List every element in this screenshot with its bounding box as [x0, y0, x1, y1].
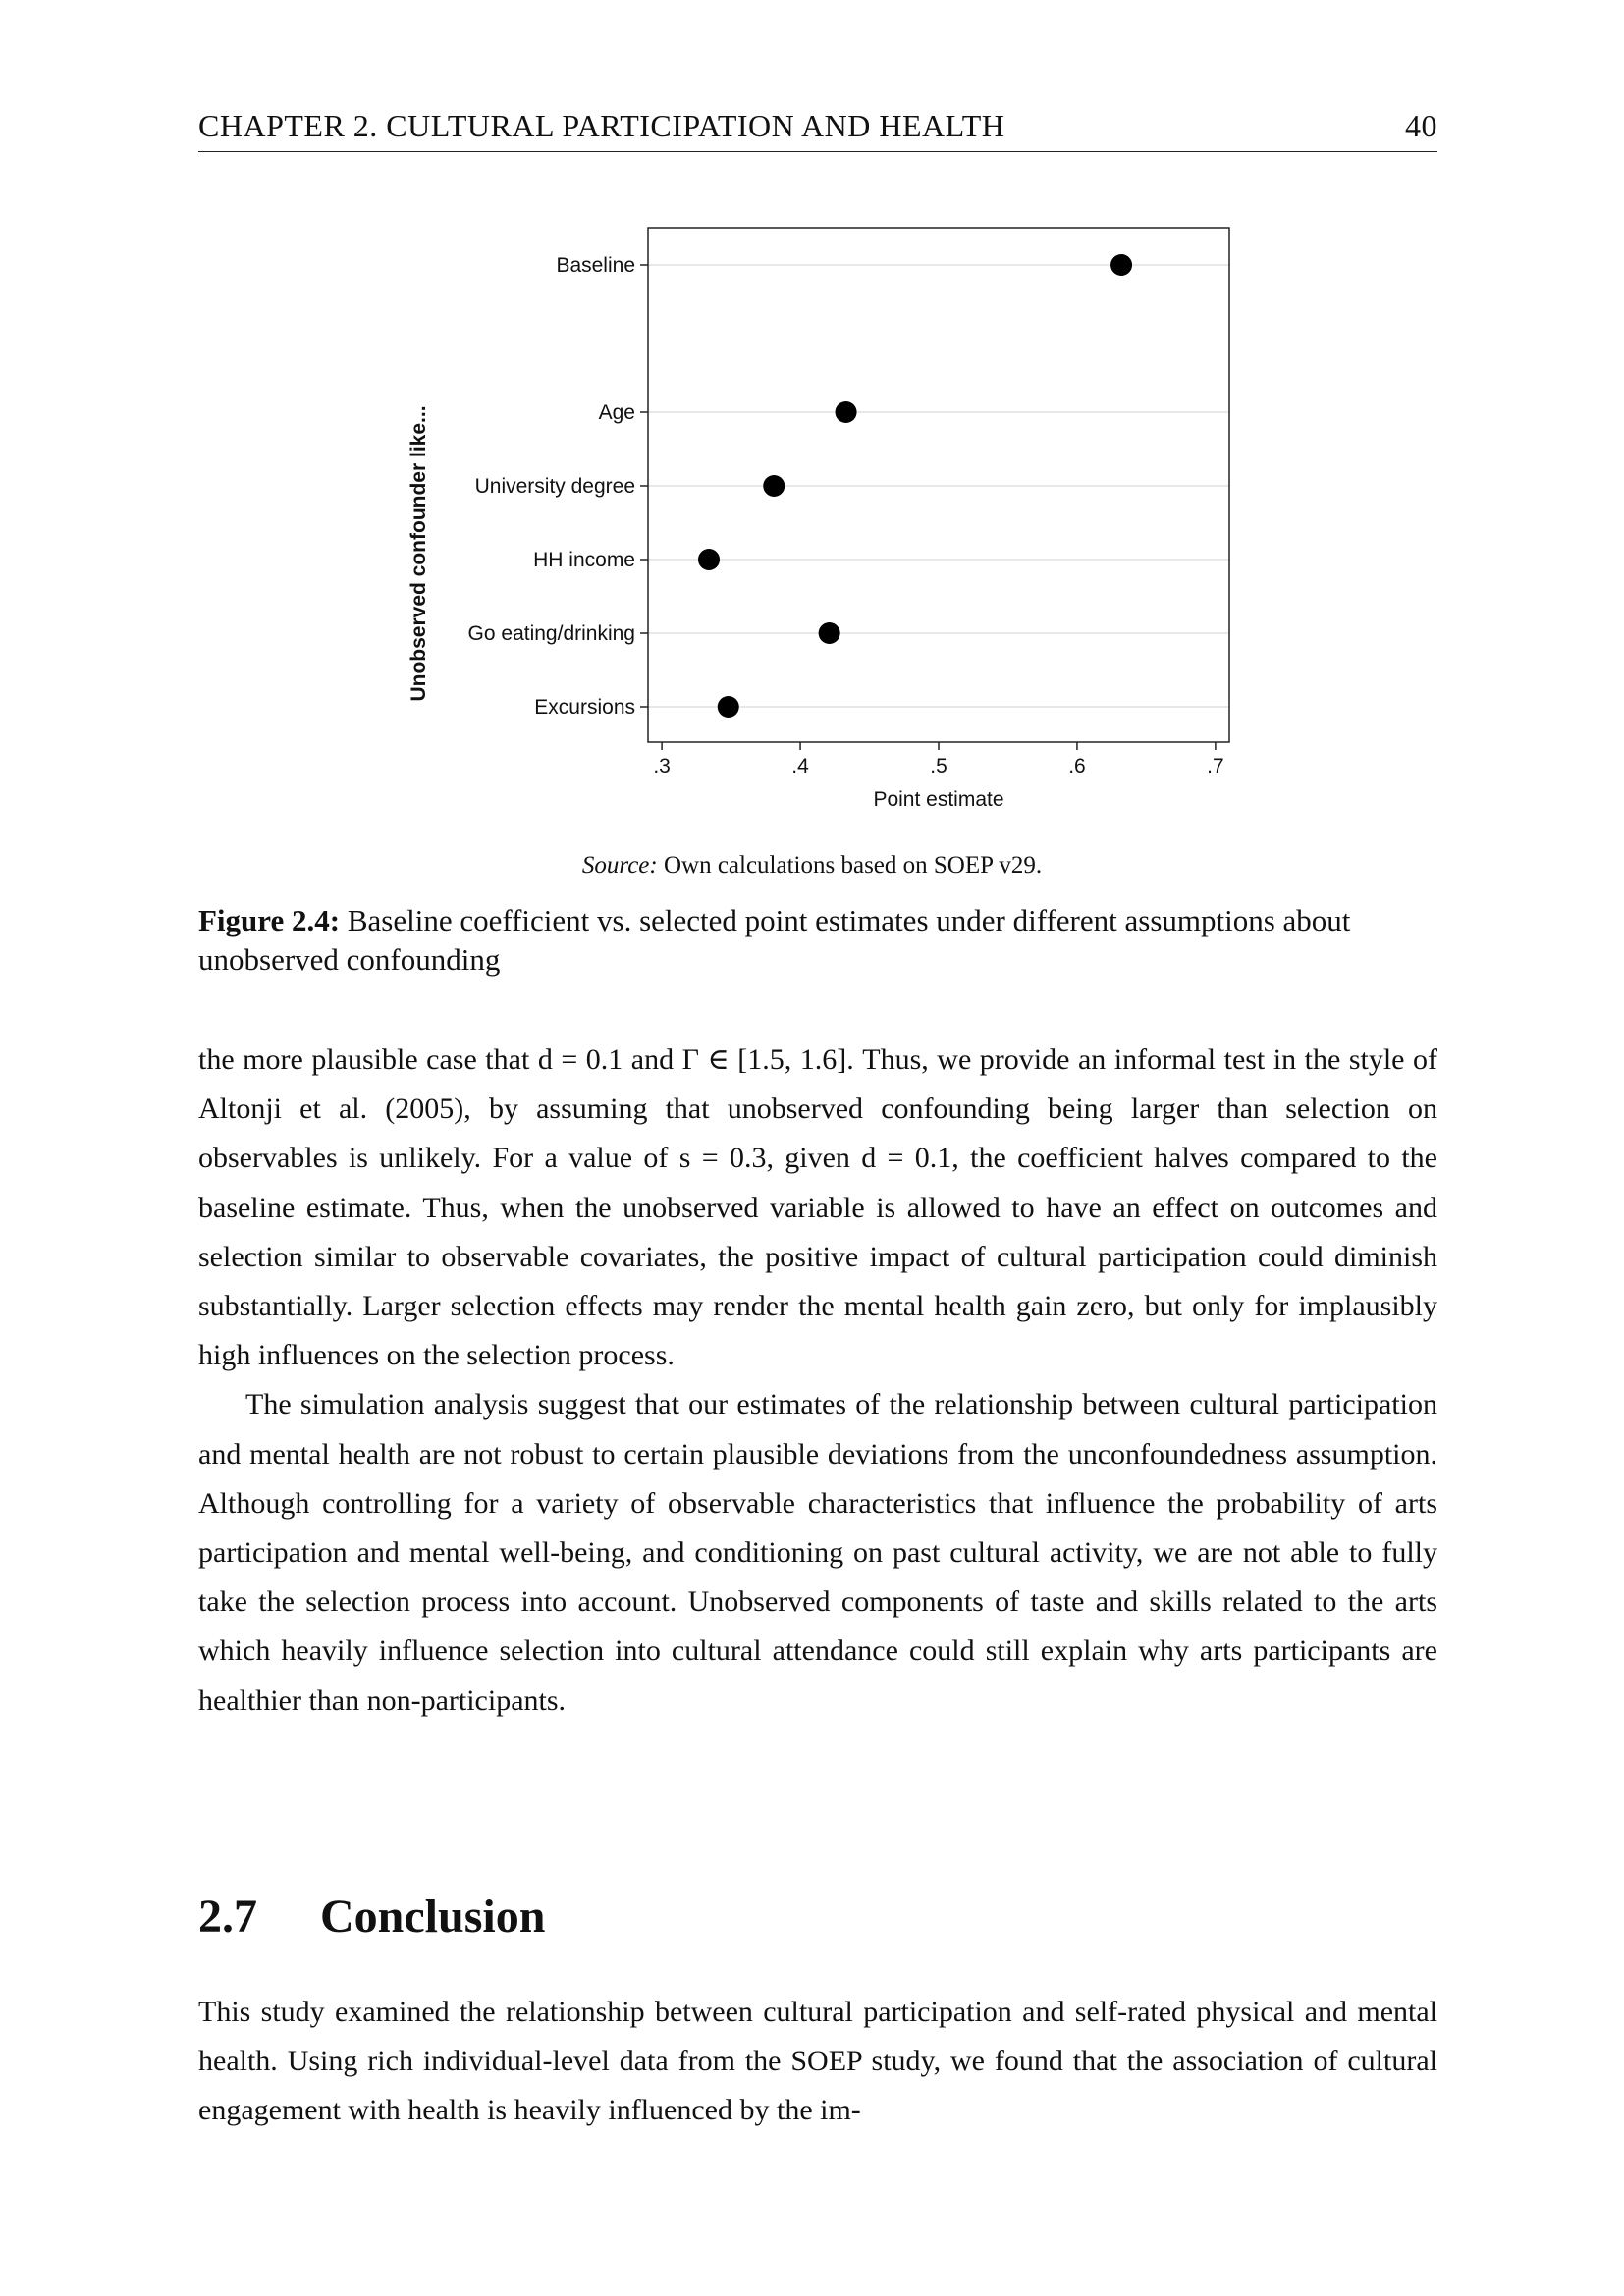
data-point	[763, 475, 785, 497]
running-head: CHAPTER 2. CULTURAL PARTICIPATION AND HEALTH	[198, 108, 1005, 143]
x-axis-ticks	[653, 742, 1223, 777]
y-tick-label: Go eating/drinking	[467, 622, 635, 645]
paragraph-1: the more plausible case that d = 0.1 and Γ ∈ [1.5, 1.6]. Thus, we provide an informal test in the style of Altonji et al. (2005), by assuming that unobserved confounding being larger than selection on observables is unlikely. For a value of s = 0.3, given d = 0.1, the coefficient halves compared to the baseline estimate. Thus, when the unobserved variable is allowed to have an effect on outcomes and selection similar to observable covariates, the positive impact of cultural participation could diminish substantially. Larger selection effects may render the mental health gain zero, but only for implausibly high influences on the selection process.	[198, 1043, 1437, 1372]
data-point	[698, 549, 720, 570]
source-text: Own calculations based on SOEP v29.	[657, 852, 1043, 879]
x-tick-label: .5	[930, 755, 947, 777]
grid-lines	[648, 265, 1229, 707]
source-label: Source:	[581, 852, 658, 879]
point-estimate-chart	[393, 216, 1257, 825]
y-tick-label: University degree	[474, 475, 635, 498]
page-header	[198, 108, 1437, 152]
y-tick-label: Excursions	[534, 696, 635, 719]
y-axis-ticks	[468, 254, 648, 719]
data-point	[1110, 254, 1132, 276]
x-tick-label: .3	[653, 755, 671, 777]
paragraph-2: The simulation analysis suggest that our estimates of the relationship between cultural participation and mental health are not robust to certain plausible deviations from the unconfoundedness assumption. Although controlling for a variety of observable characteristics that influence the probability of arts participation and mental well-being, and conditioning on past cultural activity, we are not able to fully take the selection process into account. Unobserved components of taste and skills related to the arts which heavily influence selection into cultural attendance could still explain why arts participants are healthier than non-participants.	[198, 1388, 1437, 1717]
y-axis-label: Unobserved confounder like...	[407, 405, 430, 702]
y-tick-label: Age	[598, 401, 635, 424]
section-title: Conclusion	[320, 1891, 546, 1943]
data-point	[819, 622, 840, 644]
figure-caption	[198, 901, 1437, 980]
caption-text: Baseline coefficient vs. selected point estimates under different assumptions about unobserved confounding	[198, 903, 1351, 977]
y-tick-label: HH income	[533, 549, 635, 571]
data-point	[718, 696, 739, 718]
x-tick-label: .7	[1207, 755, 1224, 777]
body-paragraphs	[198, 1036, 1437, 1726]
y-tick-label: Baseline	[556, 254, 635, 277]
conclusion-paragraph: This study examined the relationship between cultural participation and self-rated physical and mental health. Using rich individual-level data from the SOEP study, we found that the association of cultural engagement with health is heavily influenced by the im-	[198, 1996, 1437, 2127]
caption-label: Figure 2.4:	[198, 903, 341, 937]
section-number: 2.7	[198, 1891, 257, 1943]
conclusion-body	[198, 1988, 1437, 2136]
plot-frame	[648, 228, 1229, 742]
x-tick-label: .4	[791, 755, 809, 777]
section-heading	[198, 1890, 545, 1944]
x-tick-label: .6	[1068, 755, 1086, 777]
figure-source	[0, 852, 1624, 880]
x-axis-label: Point estimate	[873, 788, 1004, 811]
page-number: 40	[1405, 108, 1437, 143]
data-point	[836, 401, 857, 423]
